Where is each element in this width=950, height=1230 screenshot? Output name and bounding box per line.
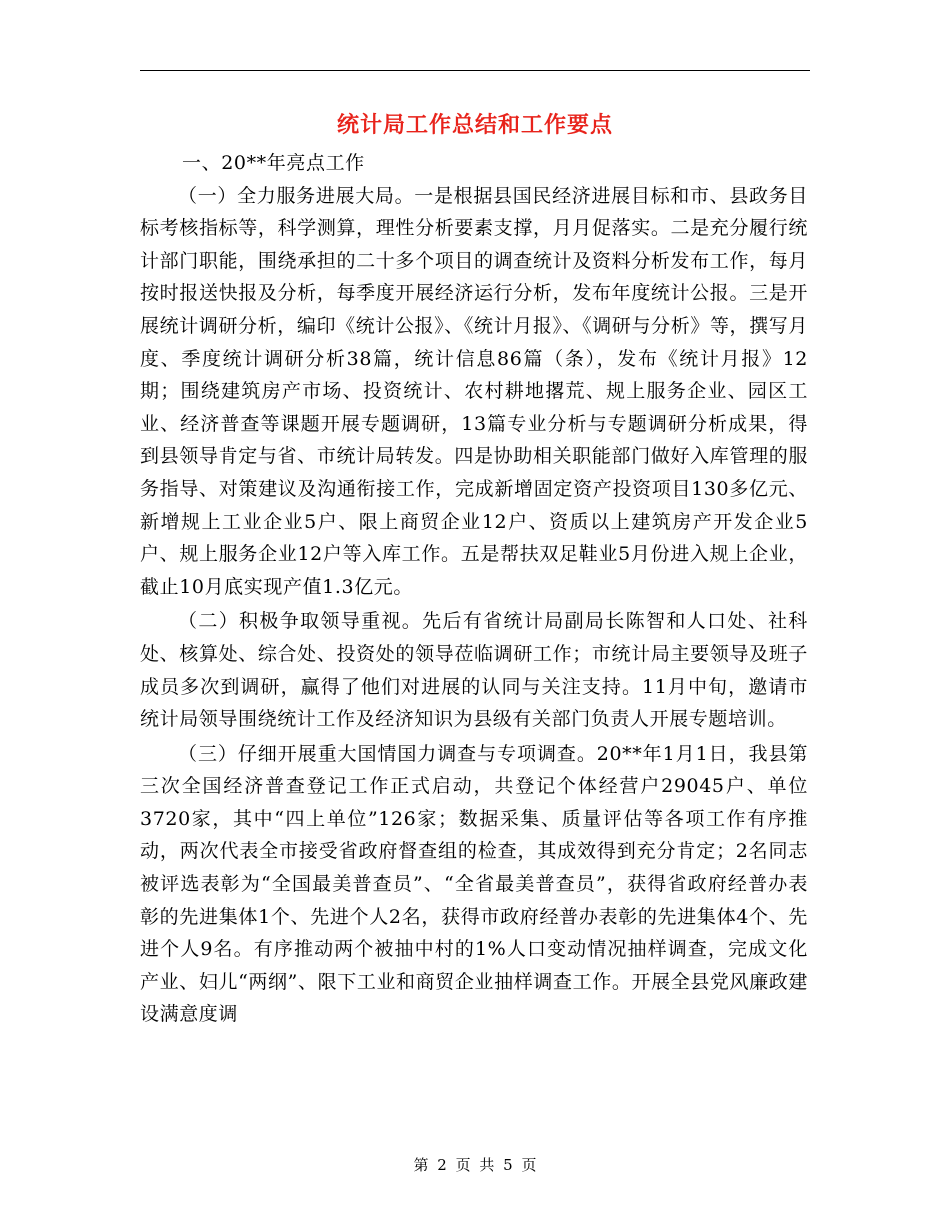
paragraph-2: （二）积极争取领导重视。先后有省统计局副局长陈智和人口处、社科处、核算处、综合处、投资处的领导莅临调研工作；市统计局主要领导及班子成员多次到调研，赢得了他们对进展的认同与关注支持。11月中旬，邀请市统计局领导围绕统计工作及经济知识为县级有关部门负责人开展专题培训。 [140,610,808,731]
page-number-footer: 第 2 页 共 5 页 [413,1156,537,1174]
header-rule [140,70,810,71]
document-title: 统计局工作总结和工作要点 [336,113,613,138]
paragraph-1: （一）全力服务进展大局。一是根据县国民经济进展目标和市、县政务目标考核指标等，科学测算，理性分析要素支撑，月月促落实。二是充分履行统计部门职能，围绕承担的二十多个项目的调查统计及资料分析发布工作，每月按时报送快报及分析，每季度开展经济运行分析，发布年度统计公报。三是开展统计调研分析，编印《统计公报》、《统计月报》、《调研与分析》等，撰写月度、季度统计调研分析38篇，统计信息86篇（条），发布《统计月报》12期；围绕建筑房产市场、投资统计、农村耕地撂荒、规上服务企业、园区工业、经济普查等课题开展专题调研，13篇专业分析与专题调研分析成果，得到县领导肯定与省、市统计局转发。四是协助相关职能部门做好入库管理的服务指导、对策建议及沟通衔接工作，完成新增固定资产投资项目130多亿元、新增规上工业企业5户、限上商贸企业12户、资质以上建筑房产开发企业5户、规上服务企业12户等入库工作。五是帮扶双足鞋业5月份进入规上企业，截止10月底实现产值1.3亿元。 [140,184,808,598]
paragraph-3: （三）仔细开展重大国情国力调查与专项调查。20**年1月1日，我县第三次全国经济普查登记工作正式启动，共登记个体经营户29045户、单位3720家，其中“四上单位”126家；数据采集、质量评估等各项工作有序推动，两次代表全市接受省政府督查组的检查，其成效得到充分肯定；2名同志被评选表彰为“全国最美普查员”、“全省最美普查员”，获得省政府经普办表彰的先进集体1个、先进个人2名，获得市政府经普办表彰的先进集体4个、先进个人9名。有序推动两个被抽中村的1%人口变动情况抽样调查，完成文化产业、妇儿“两纲”、限下工业和商贸企业抽样调查工作。开展全县党风廉政建设满意度调 [140,742,808,1026]
document-body [140,147,808,1031]
section-heading: 一、20**年亮点工作 [182,152,365,174]
